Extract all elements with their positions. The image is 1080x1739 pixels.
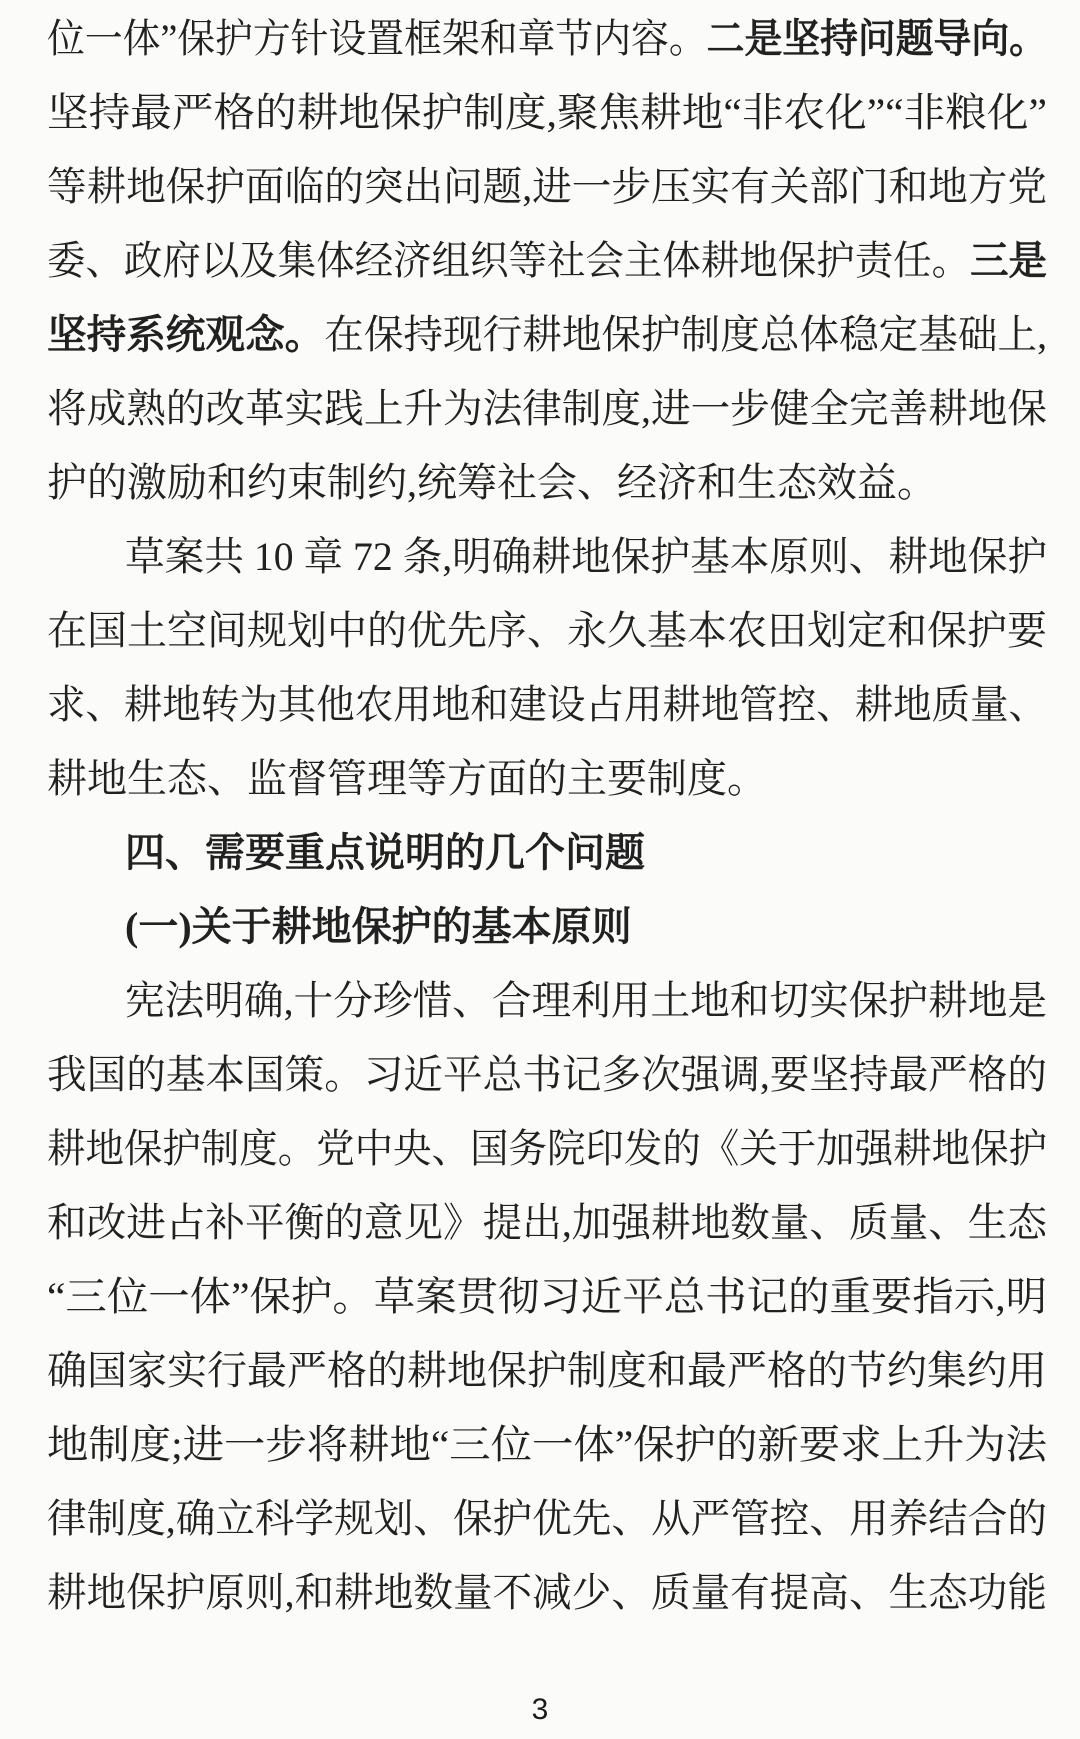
text-line — [47, 1186, 1047, 1260]
plain-text: “三位一体”保护。草案贯彻习近平总书记的重要指示,明 — [47, 1274, 1047, 1319]
text-line-content — [47, 460, 937, 505]
text-line-content — [47, 90, 1047, 135]
document-body — [47, 0, 1047, 1630]
plain-text: 确国家实行最严格的耕地保护制度和最严格的节约集约用 — [47, 1348, 1047, 1393]
emphasized-text: 三是 — [970, 238, 1047, 283]
text-line — [47, 76, 1047, 150]
plain-text: 等耕地保护面临的突出问题,进一步压实有关部门和地方党 — [47, 164, 1047, 209]
plain-text: 耕地保护原则,和耕地数量不减少、质量有提高、生态功能 — [47, 1570, 1047, 1615]
text-line-content — [47, 1348, 1047, 1393]
text-line — [47, 964, 1047, 1038]
emphasized-text: 四、需要重点说明的几个问题 — [125, 831, 645, 875]
text-line-content — [47, 608, 1047, 653]
sub-heading — [47, 890, 1047, 964]
text-line-content — [47, 756, 767, 801]
text-line-content — [47, 1496, 1047, 1541]
text-line-content — [47, 1274, 1047, 1319]
page-number: 3 — [531, 1693, 549, 1726]
text-line-content — [47, 386, 1047, 431]
emphasized-text: (一)关于耕地保护的基本原则 — [125, 904, 632, 949]
text-line — [47, 372, 1047, 446]
emphasized-text: 坚持系统观念。 — [47, 312, 325, 357]
text-line-content — [125, 833, 645, 873]
text-line — [47, 1556, 1047, 1630]
plain-text: 宪法明确,十分珍惜、合理利用土地和切实保护耕地是 — [125, 978, 1047, 1023]
text-line — [47, 298, 1047, 372]
plain-text: 和改进占补平衡的意见》提出,加强耕地数量、质量、生态 — [47, 1200, 1047, 1245]
text-line-content — [47, 164, 1047, 209]
text-line — [47, 1260, 1047, 1334]
plain-text: 位一体”保护方针设置框架和章节内容。 — [47, 16, 707, 61]
text-line-content — [47, 1200, 1047, 1245]
text-line-content — [125, 534, 1047, 579]
text-line-content — [125, 978, 1047, 1023]
plain-text: 耕地生态、监督管理等方面的主要制度。 — [47, 756, 767, 801]
plain-text: 护的激励和约束制约,统筹社会、经济和生态效益。 — [47, 460, 937, 505]
text-line-content — [47, 1570, 1047, 1615]
plain-text: 委、政府以及集体经济组织等社会主体耕地保护责任。 — [47, 238, 971, 283]
text-line — [47, 668, 1047, 742]
text-line-content — [47, 1126, 1047, 1171]
text-line-content — [47, 682, 1047, 727]
text-line-content — [47, 1422, 1047, 1467]
text-line — [47, 742, 1047, 816]
emphasized-text: 二是坚持问题导向。 — [706, 16, 1047, 61]
text-line — [47, 224, 1047, 298]
text-line — [47, 1482, 1047, 1556]
plain-text: 将成熟的改革实践上升为法律制度,进一步健全完善耕地保 — [47, 386, 1047, 431]
text-line — [47, 1112, 1047, 1186]
text-line — [47, 520, 1047, 594]
plain-text: 草案共 10 章 72 条,明确耕地保护基本原则、耕地保护 — [125, 534, 1047, 579]
text-line — [47, 2, 1047, 76]
text-line — [47, 1334, 1047, 1408]
section-heading — [47, 816, 1047, 890]
text-line-content — [47, 238, 1047, 283]
text-line-content — [125, 904, 632, 949]
text-line-content — [47, 16, 1047, 61]
plain-text: 在保持现行耕地保护制度总体稳定基础上, — [324, 312, 1047, 357]
plain-text: 我国的基本国策。习近平总书记多次强调,要坚持最严格的 — [47, 1052, 1047, 1097]
text-line-content — [47, 312, 1047, 357]
plain-text: 耕地保护制度。党中央、国务院印发的《关于加强耕地保护 — [47, 1126, 1047, 1171]
text-line — [47, 1038, 1047, 1112]
plain-text: 律制度,确立科学规划、保护优先、从严管控、用养结合的 — [47, 1496, 1047, 1541]
text-line — [47, 446, 1047, 520]
plain-text: 地制度;进一步将耕地“三位一体”保护的新要求上升为法 — [47, 1422, 1047, 1467]
text-line — [47, 594, 1047, 668]
text-line — [47, 150, 1047, 224]
plain-text: 坚持最严格的耕地保护制度,聚焦耕地“非农化”“非粮化” — [47, 90, 1047, 135]
plain-text: 求、耕地转为其他农用地和建设占用耕地管控、耕地质量、 — [47, 682, 1047, 727]
text-line — [47, 1408, 1047, 1482]
text-line-content — [47, 1052, 1047, 1097]
plain-text: 在国土空间规划中的优先序、永久基本农田划定和保护要 — [47, 608, 1047, 653]
